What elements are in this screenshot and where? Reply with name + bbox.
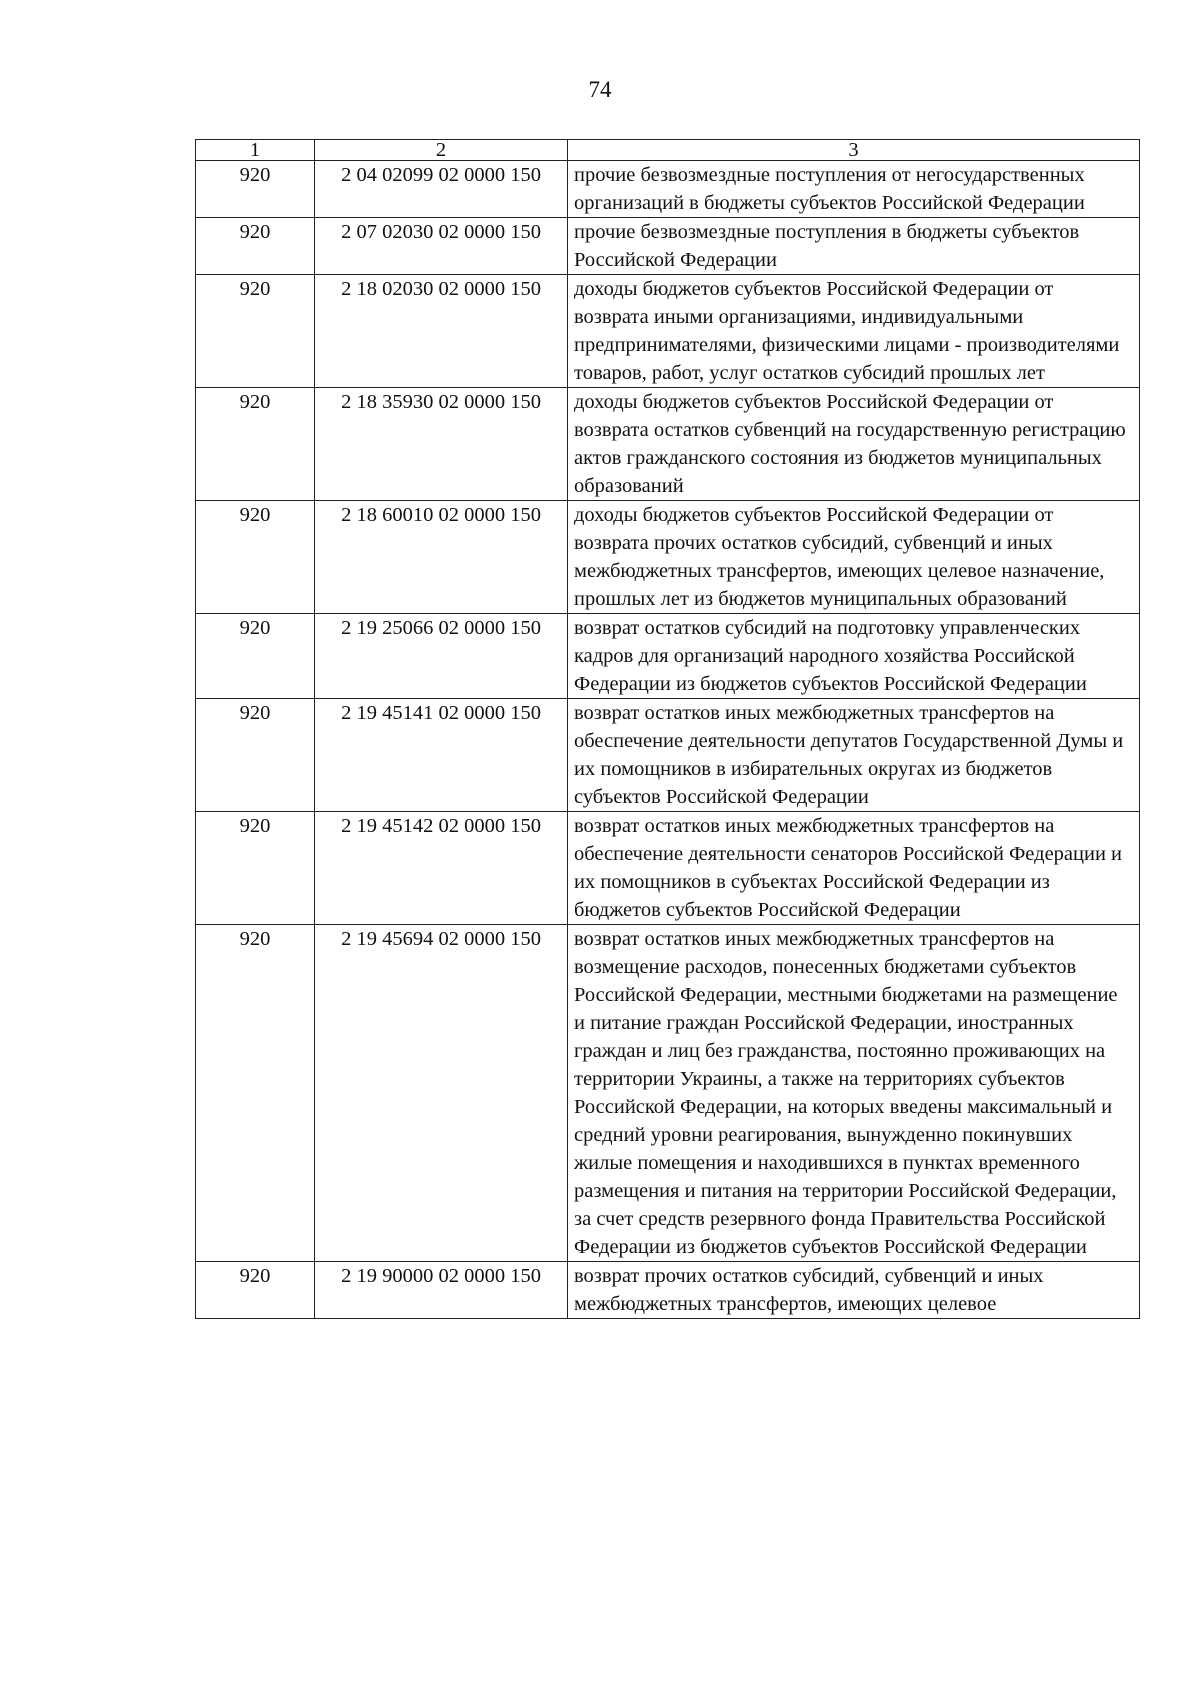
description-cell: прочие безвозмездные поступления в бюджеты субъектов Российской Федерации: [568, 218, 1140, 275]
budget-code-cell: 2 19 45141 02 0000 150: [315, 699, 568, 812]
description-cell: возврат прочих остатков субсидий, субвенций и иных межбюджетных трансфертов, имеющих целевое: [568, 1262, 1140, 1319]
budget-code-cell: 2 04 02099 02 0000 150: [315, 161, 568, 218]
admin-code-cell: 920: [196, 925, 315, 1262]
table-row: [196, 388, 1140, 501]
table-row: [196, 925, 1140, 1262]
budget-code-cell: 2 19 45694 02 0000 150: [315, 925, 568, 1262]
admin-code-cell: 920: [196, 161, 315, 218]
table-row: [196, 218, 1140, 275]
description-cell: доходы бюджетов субъектов Российской Федерации от возврата иными организациями, индивидуальными предпринимателями, физическими лицами - производителями товаров, работ, услуг остатков субсидий прошлых лет: [568, 275, 1140, 388]
description-cell: возврат остатков иных межбюджетных трансфертов на возмещение расходов, понесенных бюджетами субъектов Российской Федерации, местными бюджетами на размещение и питание граждан Российской Федерации, иностранных граждан и лиц без гражданства, постоянно проживающих на территории Украины, а также на территориях субъектов Российской Федерации, на которых введены максимальный и средний уровни реагирования, вынужденно покинувших жилые помещения и находившихся в пунктах временного размещения и питания на территории Российской Федерации, за счет средств резервного фонда Правительства Российской Федерации из бюджетов субъектов Российской Федерации: [568, 925, 1140, 1262]
budget-code-cell: 2 18 02030 02 0000 150: [315, 275, 568, 388]
description-cell: доходы бюджетов субъектов Российской Федерации от возврата остатков субвенций на государственную регистрацию актов гражданского состояния из бюджетов муниципальных образований: [568, 388, 1140, 501]
description-cell: возврат остатков субсидий на подготовку управленческих кадров для организаций народного хозяйства Российской Федерации из бюджетов субъектов Российской Федерации: [568, 614, 1140, 699]
table-row: [196, 275, 1140, 388]
budget-code-cell: 2 18 35930 02 0000 150: [315, 388, 568, 501]
table-row: [196, 1262, 1140, 1319]
admin-code-cell: 920: [196, 812, 315, 925]
admin-code-cell: 920: [196, 388, 315, 501]
admin-code-cell: 920: [196, 699, 315, 812]
page-number: 74: [588, 77, 612, 102]
budget-code-cell: 2 19 25066 02 0000 150: [315, 614, 568, 699]
table-row: [196, 161, 1140, 218]
admin-code-cell: 920: [196, 614, 315, 699]
table-header-row: [196, 140, 1140, 161]
admin-code-cell: 920: [196, 1262, 315, 1319]
description-cell: возврат остатков иных межбюджетных трансфертов на обеспечение деятельности сенаторов Российской Федерации и их помощников в субъектах Российской Федерации из бюджетов субъектов Российской Федерации: [568, 812, 1140, 925]
description-cell: прочие безвозмездные поступления от негосударственных организаций в бюджеты субъектов Российской Федерации: [568, 161, 1140, 218]
table-row: [196, 614, 1140, 699]
admin-code-cell: 920: [196, 501, 315, 614]
table-row: [196, 501, 1140, 614]
column-header-2: 2: [315, 140, 568, 161]
budget-codes-table: [195, 139, 1140, 1319]
admin-code-cell: 920: [196, 275, 315, 388]
budget-code-cell: 2 19 45142 02 0000 150: [315, 812, 568, 925]
budget-code-cell: 2 19 90000 02 0000 150: [315, 1262, 568, 1319]
description-cell: возврат остатков иных межбюджетных трансфертов на обеспечение деятельности депутатов Государственной Думы и их помощников в избирательных округах из бюджетов субъектов Российской Федерации: [568, 699, 1140, 812]
column-header-1: 1: [196, 140, 315, 161]
table-row: [196, 812, 1140, 925]
budget-code-cell: 2 18 60010 02 0000 150: [315, 501, 568, 614]
table-row: [196, 699, 1140, 812]
budget-code-cell: 2 07 02030 02 0000 150: [315, 218, 568, 275]
description-cell: доходы бюджетов субъектов Российской Федерации от возврата прочих остатков субсидий, субвенций и иных межбюджетных трансфертов, имеющих целевое назначение, прошлых лет из бюджетов муниципальных образований: [568, 501, 1140, 614]
admin-code-cell: 920: [196, 218, 315, 275]
column-header-3: 3: [568, 140, 1140, 161]
